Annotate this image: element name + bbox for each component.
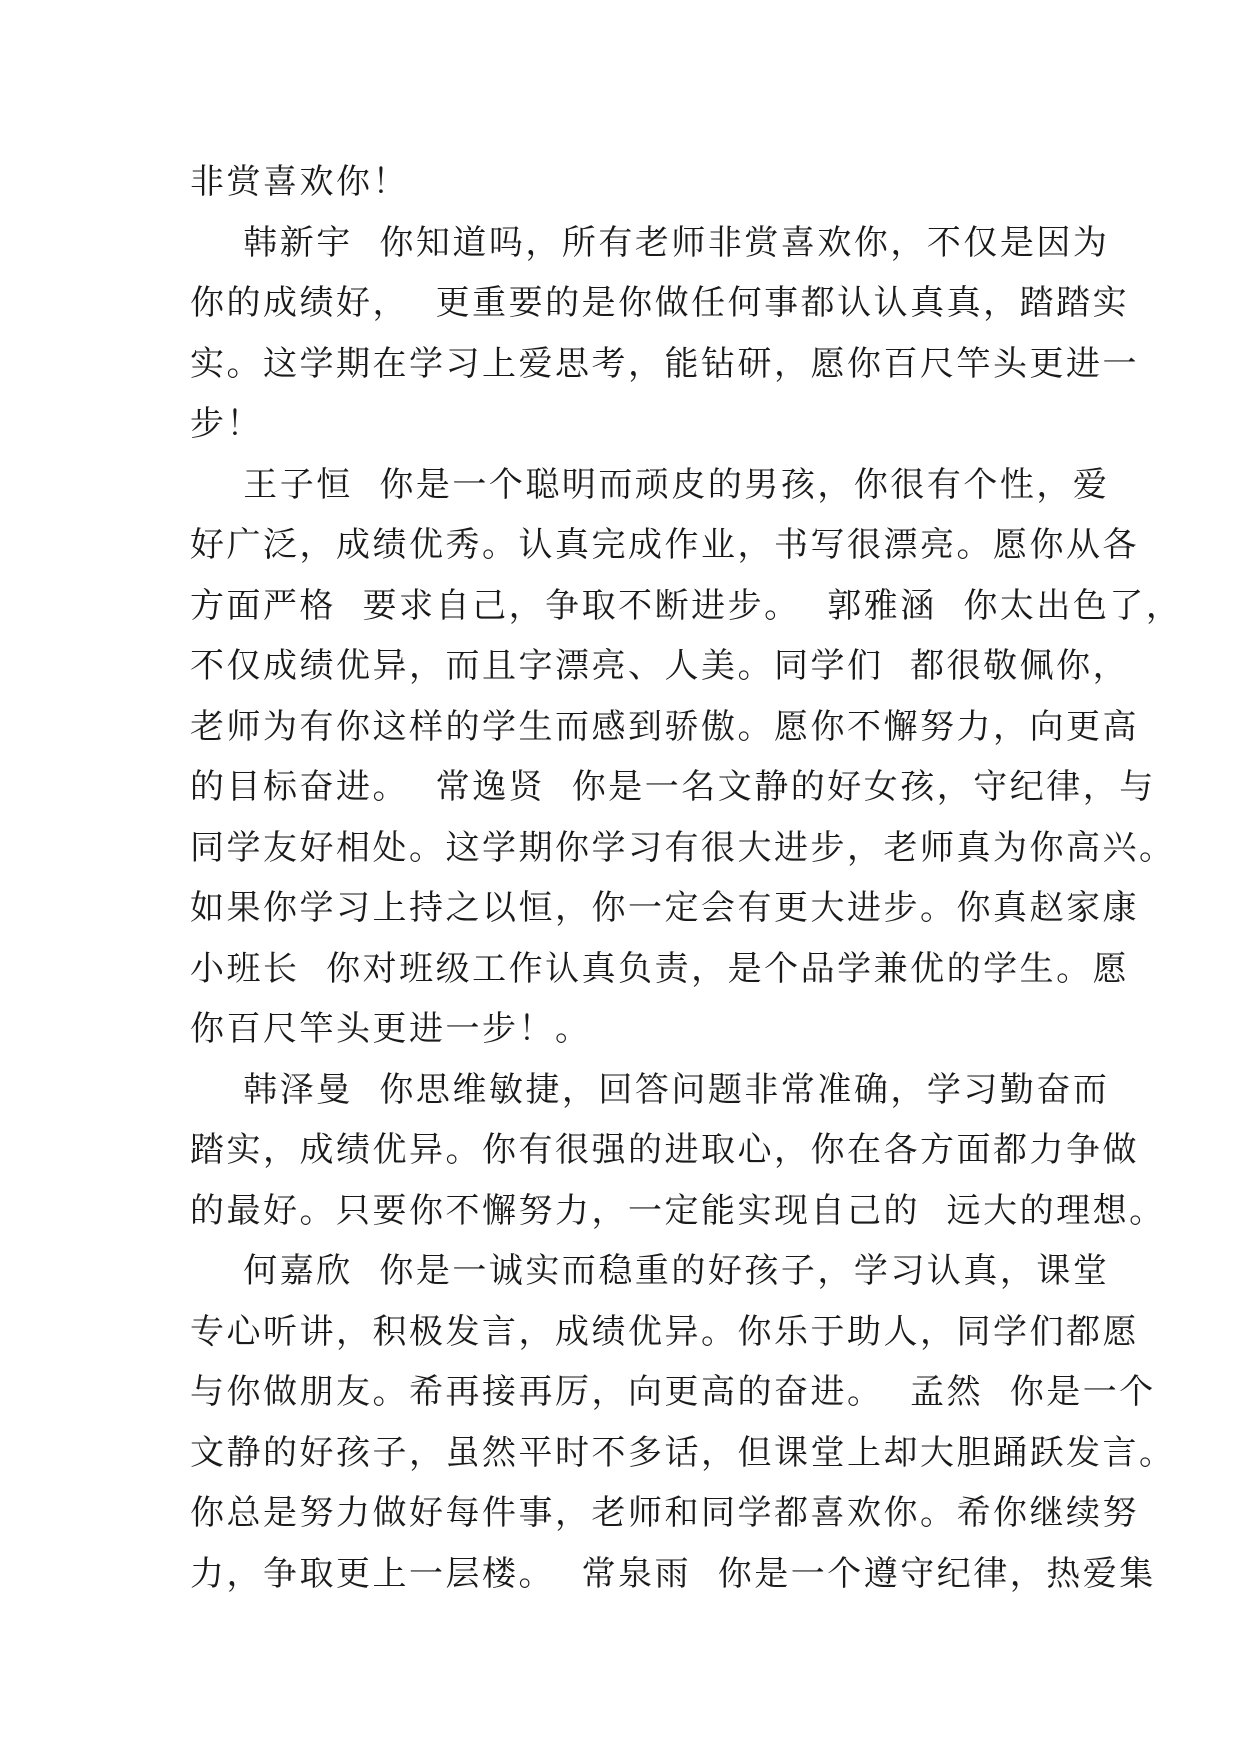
text-line: 好广泛，成绩优秀。认真完成作业，书写很漂亮。愿你从各 <box>190 525 1139 565</box>
document-body <box>190 152 1183 1604</box>
text-line: 你百尺竿头更进一步！。 <box>190 1009 592 1049</box>
text-line: 如果你学习上持之以恒，你一定会有更大进步。你真赵家康 <box>190 888 1139 928</box>
text-line: 小班长 你对班级工作认真负责，是个品学兼优的学生。愿 <box>190 948 1130 989</box>
text-line: 不仅成绩优异，而且字漂亮、人美。同学们 都很敬佩你， <box>190 646 1130 686</box>
text-line: 你总是努力做好每件事，老师和同学都喜欢你。希你继续努 <box>190 1493 1139 1533</box>
text-line: 步！ <box>190 404 263 444</box>
text-line: 同学友好相处。这学期你学习有很大进步，老师真为你高兴。 <box>190 827 1176 868</box>
text-line: 方面严格 要求自己，争取不断进步。 郭雅涵 你太出色了， <box>190 585 1183 626</box>
text-line: 老师为有你这样的学生而感到骄傲。愿你不懈努力，向更高 <box>190 706 1139 747</box>
text-line: 与你做朋友。希再接再厉，向更高的奋进。 孟然 你是一个 <box>190 1372 1156 1412</box>
text-line: 力，争取更上一层楼。 常泉雨 你是一个遵守纪律，热爱集 <box>190 1553 1156 1594</box>
text-line: 你的成绩好， 更重要的是你做任何事都认认真真，踏踏实 <box>190 283 1130 323</box>
text-line: 踏实，成绩优异。你有很强的进取心，你在各方面都力争做 <box>190 1130 1139 1170</box>
text-line: 韩泽曼 你思维敏捷，回答问题非常准确，学习勤奋而 <box>190 1069 1110 1110</box>
text-line: 文静的好孩子，虽然平时不多话，但课堂上却大胆踊跃发言。 <box>190 1432 1176 1473</box>
text-line: 专心听讲，积极发言，成绩优异。你乐于助人，同学们都愿 <box>190 1311 1139 1352</box>
text-line: 何嘉欣 你是一诚实而稳重的好孩子，学习认真，课堂 <box>190 1251 1110 1291</box>
text-line: 非赏喜欢你！ <box>190 162 409 202</box>
text-line: 韩新宇 你知道吗，所有老师非赏喜欢你，不仅是因为 <box>190 222 1110 263</box>
text-line: 的目标奋进。 常逸贤 你是一名文静的好女孩，守纪律，与 <box>190 767 1156 807</box>
text-line: 的最好。只要你不懈努力，一定能实现自己的 远大的理想。 <box>190 1190 1166 1231</box>
text-line: 王子恒 你是一个聪明而顽皮的男孩，你很有个性，爱 <box>190 464 1110 505</box>
text-line: 实。这学期在学习上爱思考，能钻研，愿你百尺竿头更进一 <box>190 343 1139 384</box>
